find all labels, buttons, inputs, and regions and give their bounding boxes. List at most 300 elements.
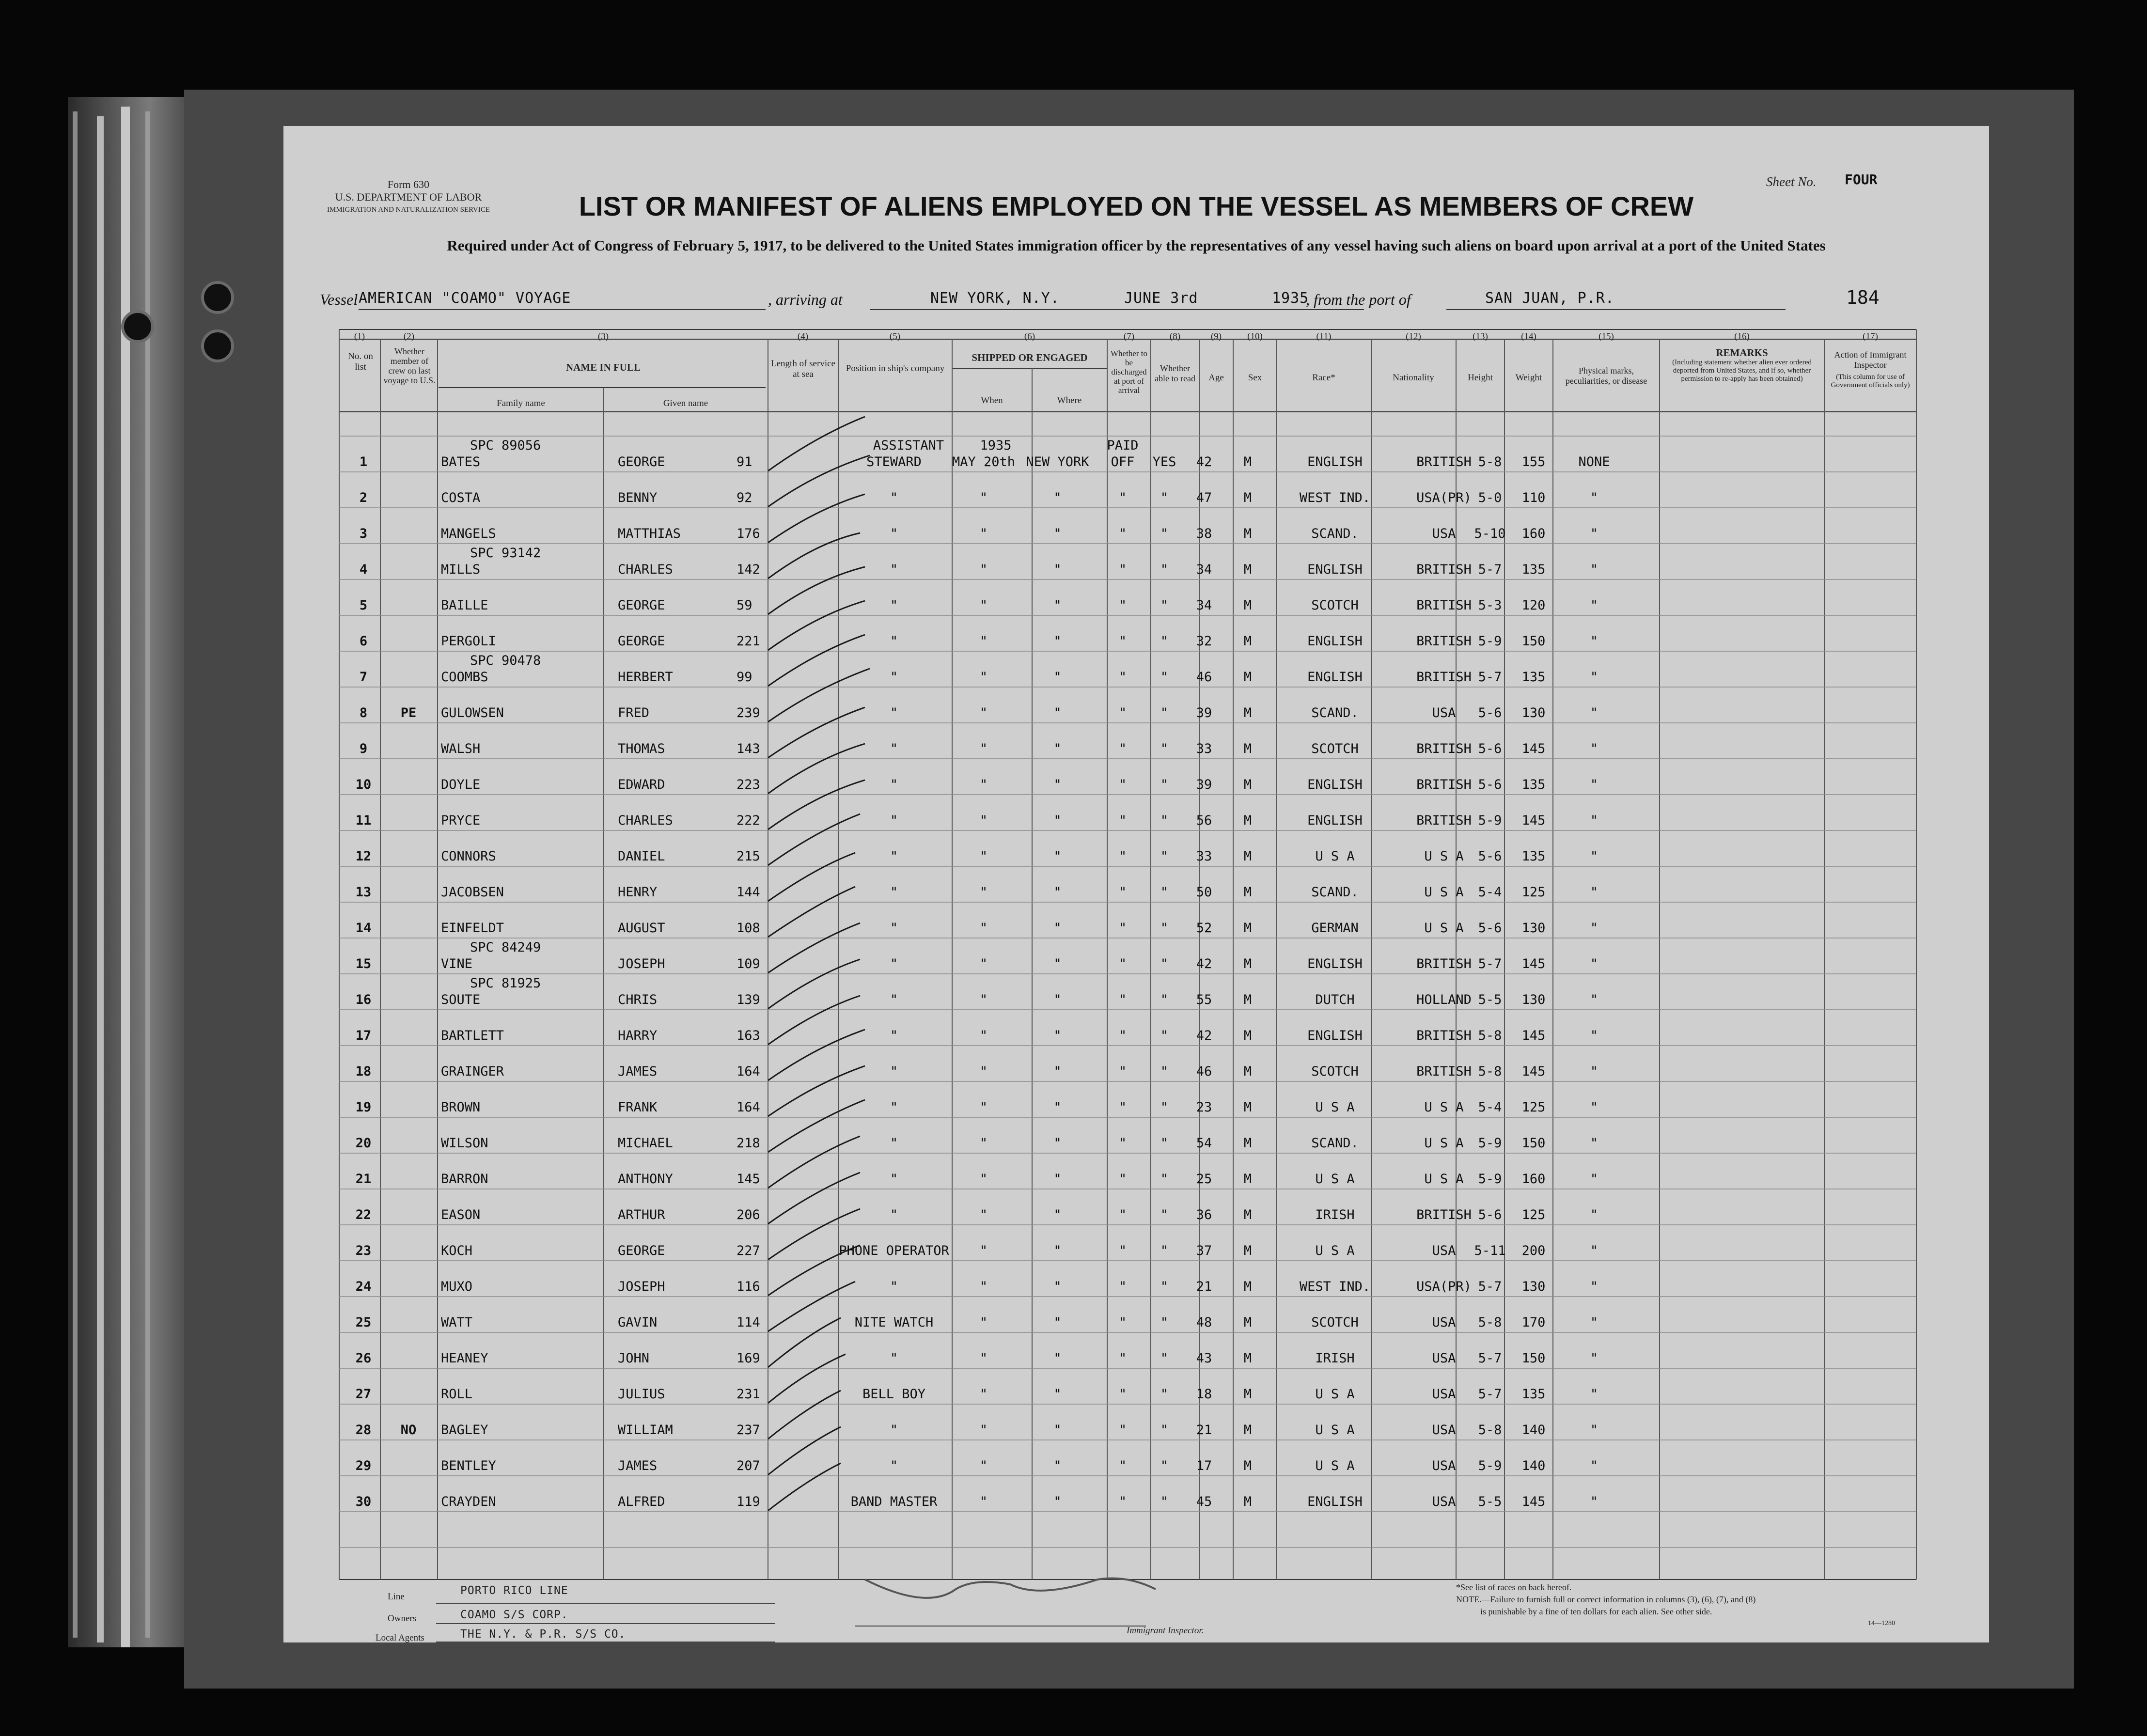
discharged: " [1118,956,1127,971]
discharged: " [1118,921,1127,936]
position: " [890,1172,898,1187]
table-row [283,1153,1989,1189]
race: ENGLISH [1307,634,1363,649]
hdr-remarks: REMARKS [1716,347,1768,359]
given-name: CHARLES [618,562,673,577]
shipped-where: " [1053,670,1062,685]
table-row [283,795,1989,830]
service-text: IMMIGRATION AND NATURALIZATION SERVICE [327,206,490,214]
sex: M [1243,1136,1252,1151]
nationality: U S A [1424,1100,1464,1115]
position: " [890,1207,898,1222]
shipped-where: " [1053,1064,1062,1079]
physical-marks: " [1590,1387,1598,1402]
weight: 135 [1521,849,1546,864]
able-to-read: " [1160,1458,1169,1473]
age: 46 [1196,1064,1212,1079]
weight: 170 [1521,1315,1546,1330]
hdr-family-name: Family name [497,398,545,408]
table-row [283,759,1989,795]
discharged: " [1118,1494,1127,1509]
colnum-12: (12) [1406,331,1421,342]
shipped-where: " [1053,1136,1062,1151]
physical-marks: " [1590,526,1598,541]
weight: 145 [1521,1064,1546,1079]
shipped-when: " [979,490,988,505]
row-number: 12 [355,849,372,864]
row-number: 28 [355,1423,372,1438]
nationality: U S A [1424,885,1464,900]
row-number: 30 [355,1494,372,1509]
hdr-discharged: Whether to be discharged at port of arrival [1111,349,1147,395]
shipped-where: " [1053,956,1062,971]
age: 37 [1196,1243,1212,1258]
able-to-read: " [1160,1387,1169,1402]
age: 48 [1196,1315,1212,1330]
physical-marks: " [1590,1136,1598,1151]
age: 25 [1196,1172,1212,1187]
given-name: JAMES [618,1458,658,1473]
able-to-read: " [1160,1243,1169,1258]
nationality: USA [1432,705,1456,720]
row-number: 13 [355,885,372,900]
height: 5-4 [1478,885,1502,900]
length-service: 218 [737,1136,760,1151]
position: " [890,777,898,792]
physical-marks: " [1590,670,1598,685]
given-name: ARTHUR [618,1207,665,1222]
row-number: 11 [355,813,372,828]
table-row [283,866,1989,902]
height: 5-10 [1474,526,1506,541]
physical-marks: " [1590,1172,1598,1187]
table-row [283,1046,1989,1081]
sex: M [1243,1172,1252,1187]
race: U S A [1315,1243,1355,1258]
given-name: GEORGE [618,1243,665,1258]
table-row [283,974,1989,1010]
physical-marks: " [1590,921,1598,936]
length-service: 164 [737,1064,760,1079]
shipped-when: " [979,849,988,864]
height: 5-6 [1478,741,1502,756]
family-name: PRYCE [441,813,481,828]
given-name: BENNY [618,490,658,505]
row-number: 6 [359,634,368,649]
position: BELL BOY [862,1387,926,1402]
age: 39 [1196,705,1212,720]
arrival-year: 1935 [1272,290,1309,307]
length-service: 206 [737,1207,760,1222]
row-number: 25 [355,1315,372,1330]
table-row [283,651,1989,687]
family-name: SOUTE [441,992,481,1007]
shipped-where: " [1053,849,1062,864]
weight: 145 [1521,813,1546,828]
length-service: 144 [737,885,760,900]
race: U S A [1315,849,1355,864]
height: 5-0 [1478,490,1502,505]
sex: M [1243,885,1252,900]
colnum-13: (13) [1473,331,1488,342]
nationality: USA [1432,1423,1456,1438]
sex: M [1243,1279,1252,1294]
note-fine-line1: NOTE.—Failure to furnish full or correct information in columns (3), (6), (7), and (8) [1456,1595,1756,1604]
table-row [283,1297,1989,1332]
row-number: 21 [355,1172,372,1187]
physical-marks: " [1590,813,1598,828]
position: " [890,598,898,613]
family-name: COSTA [441,490,481,505]
row-number: 27 [355,1387,372,1402]
physical-marks: " [1590,956,1598,971]
arriving-label: , arriving at [768,291,843,308]
height: 5-8 [1478,1028,1502,1043]
shipped-where: " [1053,741,1062,756]
shipped-where: " [1053,526,1062,541]
table-row [283,1117,1989,1153]
shipped-when: " [979,1315,988,1330]
weight: 145 [1521,1028,1546,1043]
discharged: " [1118,777,1127,792]
discharged: " [1118,1315,1127,1330]
family-name: JACOBSEN [441,885,504,900]
position: " [890,1028,898,1043]
shipped-when: " [979,885,988,900]
hdr-weight: Weight [1515,373,1542,383]
row-number: 8 [359,705,368,720]
nationality: BRITISH [1416,598,1472,613]
length-service: 116 [737,1279,760,1294]
race: ENGLISH [1307,454,1363,469]
table-row [283,1404,1989,1440]
given-name: GEORGE [618,634,665,649]
sex: M [1243,992,1252,1007]
footer-owners-rule [436,1623,775,1624]
weight: 160 [1521,1172,1546,1187]
height: 5-11 [1474,1243,1506,1258]
hdr-nationality: Nationality [1393,373,1434,383]
hdr-race: Race* [1312,373,1335,383]
shipped-where: " [1053,634,1062,649]
age: 38 [1196,526,1212,541]
race: U S A [1315,1423,1355,1438]
discharged: " [1118,1136,1127,1151]
able-to-read: " [1160,1279,1169,1294]
footer-line-label: Line [388,1592,405,1602]
race: IRISH [1315,1351,1355,1366]
family-name: EASON [441,1207,481,1222]
family-name: BARTLETT [441,1028,504,1043]
table-row [283,472,1989,508]
position: " [890,921,898,936]
row-number: 20 [355,1136,372,1151]
race: U S A [1315,1172,1355,1187]
family-name: CRAYDEN [441,1494,496,1509]
form-number-text: Form 630 [387,178,430,190]
race: GERMAN [1311,921,1359,936]
weight: 150 [1521,1136,1546,1151]
height: 5-8 [1478,1423,1502,1438]
nationality: HOLLAND [1416,992,1472,1007]
shipped-where: " [1053,1387,1062,1402]
height: 5-7 [1478,1351,1502,1366]
hdr-able-to-read: Whether able to read [1155,363,1195,383]
nationality: USA(PR) [1416,1279,1472,1294]
age: 23 [1196,1100,1212,1115]
footer-owners-value: COAMO S/S CORP. [460,1609,568,1621]
discharged: " [1118,1279,1127,1294]
able-to-read: " [1160,741,1169,756]
given-name: MICHAEL [618,1136,673,1151]
physical-marks: " [1590,1028,1598,1043]
position: " [890,1279,898,1294]
table-row [283,1081,1989,1117]
length-service: 109 [737,956,760,971]
shipped-when: " [979,1458,988,1473]
nationality: BRITISH [1416,741,1472,756]
shipped-when: " [979,705,988,720]
given-name: JAMES [618,1064,658,1079]
shipped-when: " [979,813,988,828]
row-number: 16 [355,992,372,1007]
shipped-when: " [979,526,988,541]
weight: 145 [1521,1494,1546,1509]
length-service: 227 [737,1243,760,1258]
shipped-where: " [1053,1100,1062,1115]
height: 5-6 [1478,849,1502,864]
hdr-previous-voyage: Whether member of crew on last voyage to U.S. [383,346,436,385]
footer-owners-label: Owners [388,1613,417,1624]
colnum-6: (6) [1024,331,1035,342]
physical-marks: " [1590,634,1598,649]
sex: M [1243,1387,1252,1402]
given-name: MATTHIAS [618,526,681,541]
table-row [283,1225,1989,1261]
physical-marks: NONE [1578,454,1610,469]
weight: 135 [1521,777,1546,792]
family-name: BARRON [441,1172,488,1187]
position: " [890,813,898,828]
port-value: SAN JUAN, P.R. [1485,290,1614,307]
sex: M [1243,921,1252,936]
hdr-shipped-engaged: SHIPPED OR ENGAGED [972,352,1088,363]
physical-marks: " [1590,885,1598,900]
discharged: " [1118,1028,1127,1043]
nationality: U S A [1424,921,1464,936]
nationality: BRITISH [1416,1028,1472,1043]
family-name: HEANEY [441,1351,488,1366]
sex: M [1243,1351,1252,1366]
length-service: 231 [737,1387,760,1402]
position: " [890,1458,898,1473]
age: 18 [1196,1387,1212,1402]
discharged: OFF [1111,454,1135,469]
given-name: HERBERT [618,670,673,685]
hdr-physical: Physical marks, peculiarities, or disease [1565,366,1647,386]
weight: 135 [1521,1387,1546,1402]
shipped-when: " [979,1279,988,1294]
note-races: *See list of races on back hereof. [1456,1582,1572,1592]
length-service: 221 [737,634,760,649]
position: " [890,562,898,577]
colnum-9: (9) [1210,331,1222,342]
able-to-read: " [1160,1315,1169,1330]
able-to-read: " [1160,1028,1169,1043]
physical-marks: " [1590,1207,1598,1222]
footer-line-rule [436,1603,775,1604]
given-name: EDWARD [618,777,665,792]
nationality: USA(PR) [1416,490,1472,505]
weight: 145 [1521,956,1546,971]
discharged: " [1118,1207,1127,1222]
row-number: 9 [359,741,368,756]
sex: M [1243,1243,1252,1258]
race: SCOTCH [1311,1315,1359,1330]
position: " [890,526,898,541]
height: 5-9 [1478,634,1502,649]
nationality: BRITISH [1416,956,1472,971]
family-name: MILLS [441,562,481,577]
height: 5-6 [1478,1207,1502,1222]
row-number: 2 [359,490,368,505]
age: 33 [1196,741,1212,756]
discharged: " [1118,1351,1127,1366]
position: BAND MASTER [850,1494,938,1509]
position: " [890,885,898,900]
colnum-11: (11) [1316,331,1332,342]
discharged: " [1118,526,1127,541]
height: 5-7 [1478,956,1502,971]
able-to-read: " [1160,885,1169,900]
punch-hole [201,329,234,362]
form-code: 14—1280 [1868,1620,1895,1627]
family-name: EINFELDT [441,921,504,936]
shipped-where: " [1053,1351,1062,1366]
race: SCAND. [1311,885,1359,900]
age: 33 [1196,849,1212,864]
page-title: LIST OR MANIFEST OF ALIENS EMPLOYED ON THE VESSEL AS MEMBERS OF CREW [579,191,1694,221]
age: 42 [1196,1028,1212,1043]
shipped-when: " [979,1172,988,1187]
able-to-read: " [1160,813,1169,828]
given-name: ANTHONY [618,1172,673,1187]
hdr-when: When [981,395,1003,406]
able-to-read: " [1160,1136,1169,1151]
height: 5-7 [1478,670,1502,685]
shipped-where: " [1053,562,1062,577]
age: 56 [1196,813,1212,828]
given-name: CHRIS [618,992,658,1007]
table-row [283,687,1989,723]
able-to-read: " [1160,598,1169,613]
weight: 150 [1521,634,1546,649]
age: 32 [1196,634,1212,649]
row-number: 4 [359,562,368,577]
race: SCOTCH [1311,741,1359,756]
discharged-top: PAID [1107,438,1139,453]
position: " [890,1100,898,1115]
sex: M [1243,598,1252,613]
shipped-where: " [1053,921,1062,936]
table-row [283,508,1989,544]
punch-hole [201,281,234,314]
height: 5-4 [1478,1100,1502,1115]
table-row [283,830,1989,866]
row-number: 1 [359,454,368,469]
given-name: WILLIAM [618,1423,673,1438]
arrival-date: JUNE 3rd [1124,290,1198,307]
weight: 125 [1521,885,1546,900]
given-name: JOSEPH [618,1279,665,1294]
shipped-where: " [1053,885,1062,900]
height: 5-7 [1478,562,1502,577]
sex: M [1243,849,1252,864]
shipped-where: " [1053,1494,1062,1509]
colnum-14: (14) [1521,331,1536,342]
spc-number: SPC 81925 [470,976,541,991]
family-name: MUXO [441,1279,473,1294]
discharged: " [1118,1100,1127,1115]
colnum-8: (8) [1169,331,1181,342]
weight: 200 [1521,1243,1546,1258]
discharged: " [1118,813,1127,828]
able-to-read: " [1160,849,1169,864]
given-name: THOMAS [618,741,665,756]
able-to-read: " [1160,921,1169,936]
race: SCOTCH [1311,1064,1359,1079]
shipped-where: " [1053,598,1062,613]
height: 5-8 [1478,1315,1502,1330]
age: 21 [1196,1279,1212,1294]
shipped-when: " [979,956,988,971]
footer-line-value: PORTO RICO LINE [460,1584,568,1597]
physical-marks: " [1590,1315,1598,1330]
weight: 150 [1521,1351,1546,1366]
able-to-read: " [1160,1207,1169,1222]
sex: M [1243,1458,1252,1473]
table-row [283,579,1989,615]
physical-marks: " [1590,1494,1598,1509]
port-label: , from the port of [1306,291,1411,308]
discharged: " [1118,885,1127,900]
hdr-name-in-full: NAME IN FULL [565,361,641,373]
discharged: " [1118,634,1127,649]
row-number: 29 [355,1458,372,1473]
spc-number: SPC 93142 [470,546,541,561]
shipped-when: " [979,562,988,577]
sex: M [1243,1028,1252,1043]
shipped-when: " [979,598,988,613]
crew-rows [283,126,1989,1642]
shipped-where: " [1053,1028,1062,1043]
race: SCOTCH [1311,598,1359,613]
weight: 135 [1521,562,1546,577]
length-service: 237 [737,1423,760,1438]
age: 17 [1196,1458,1212,1473]
previous-voyage: NO [400,1423,417,1438]
row-number: 14 [355,921,372,936]
nationality: USA [1432,526,1456,541]
age: 43 [1196,1351,1212,1366]
shipped-when: " [979,777,988,792]
discharged: " [1118,490,1127,505]
length-service: 215 [737,849,760,864]
discharged: " [1118,1458,1127,1473]
shipped-where: " [1053,490,1062,505]
note-fine-line2: is punishable by a fine of ten dollars for each alien. See other side. [1480,1607,1712,1616]
family-name: KOCH [441,1243,473,1258]
